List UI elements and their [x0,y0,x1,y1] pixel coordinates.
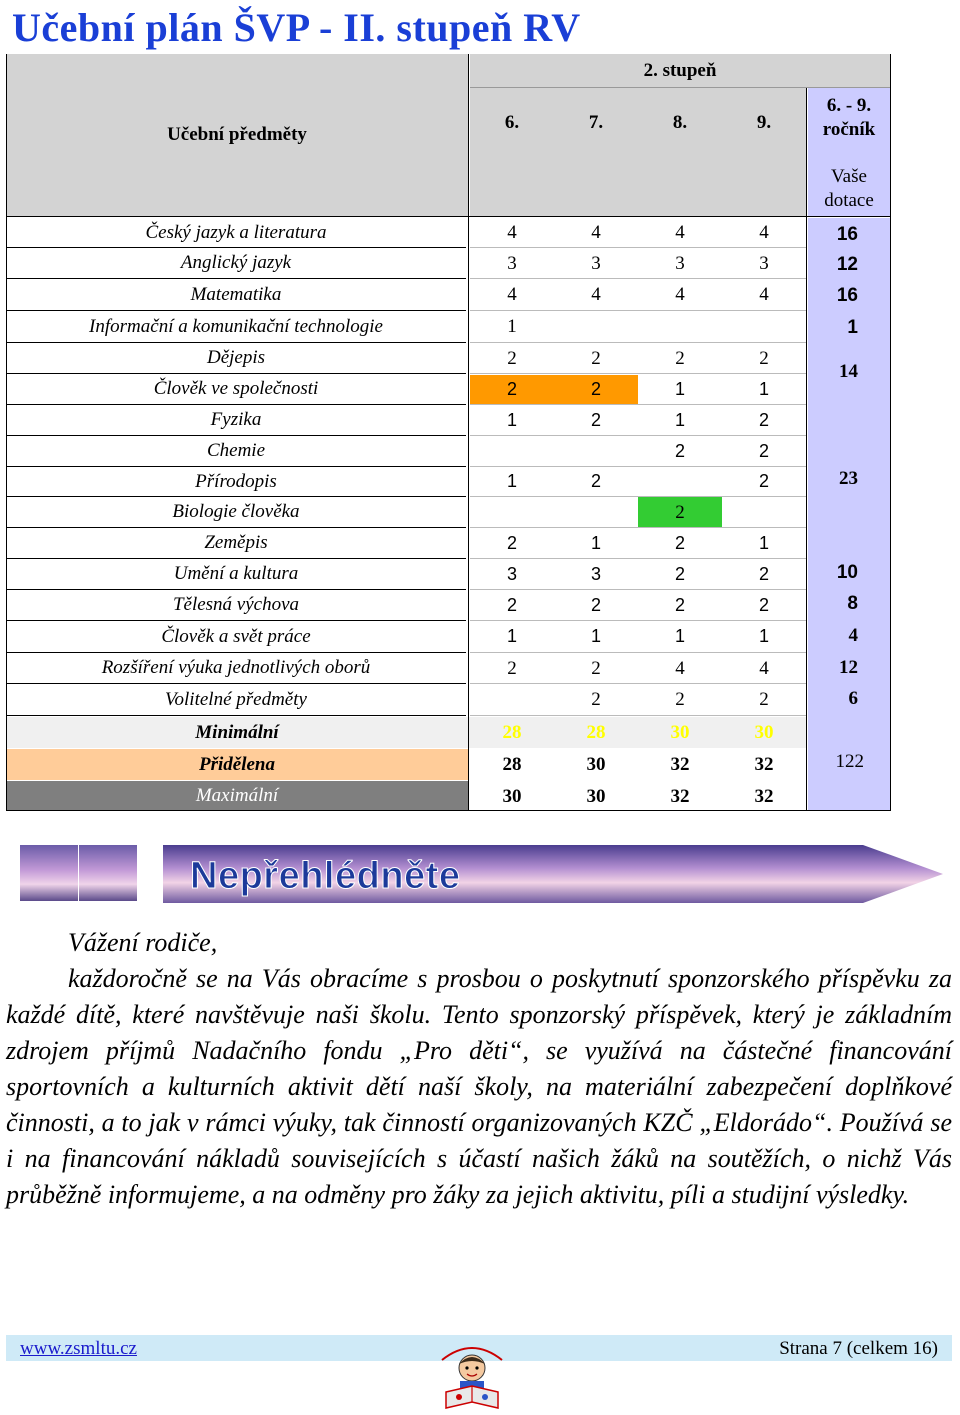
total-czech: 16 [836,224,858,245]
summary-value: 30 [502,786,522,807]
subject-name: Český jazyk a literatura [6,218,466,248]
summary-value: 28 [586,722,606,743]
grade-value: 4 [759,284,769,305]
grade-value: 4 [759,222,769,243]
dotace-line1: Vaše [831,166,867,187]
dotace-line2: dotace [824,190,874,211]
grade-value: 2 [506,533,517,553]
total-math: 16 [836,285,858,306]
subject-name: Přírodopis [6,467,466,497]
subject-name: Biologie člověka [6,497,466,528]
subject-name: Člověk a svět práce [6,621,466,653]
grid-line [470,310,806,311]
subject-name: Matematika [6,279,466,311]
total-ict: 1 [847,317,858,338]
grade-value: 4 [591,222,601,243]
grade-value: 2 [758,595,769,615]
grade-9-header: 9. [756,112,772,133]
subjects-header-label: Učební předměty [167,124,307,145]
grade-value: 3 [591,253,601,274]
total-pe: 8 [847,593,858,614]
summary-value: 32 [754,754,774,775]
grade-value: 3 [506,564,517,584]
grade-value: 1 [674,626,685,646]
summary-value: 32 [754,786,774,807]
grid-line [470,466,806,467]
summary-value: 30 [754,722,774,743]
minimal-label: Minimální [195,721,279,743]
total-elective: 6 [848,688,858,709]
total-english: 12 [836,254,858,275]
grade-value: 1 [674,410,685,430]
grade-value: 1 [758,379,769,399]
grade-value: 1 [590,626,601,646]
grade-value: 1 [506,410,517,430]
grade-8-header: 8. [672,112,688,133]
summary-value: 32 [670,754,690,775]
grade-value: 1 [758,626,769,646]
subject-name: Rozšíření výuka jednotlivých oborů [6,653,466,684]
subject-name: Volitelné předměty [6,684,466,716]
grade-value: 1 [674,379,685,399]
grid-line [470,373,806,374]
grade-value: 2 [590,379,601,399]
total-header-label [808,94,890,142]
grade-value: 1 [506,471,517,491]
subject-name: Informační a komunikační technologie [6,311,466,343]
subject-name: Dějepis [6,343,466,374]
grade-value: 3 [675,253,685,274]
grade-value: 2 [674,441,685,461]
letter-greeting: Vážení rodiče, [68,928,218,957]
grade-value: 3 [590,564,601,584]
dotace-label [808,165,890,213]
page-title: Učební plán ŠVP - II. stupeň RV [12,5,581,50]
subject-name: Anglický jazyk [6,248,466,279]
grade-value: 2 [506,595,517,615]
subject-name: Tělesná výchova [6,590,466,621]
total-work: 4 [848,625,858,646]
footer-page-number: Strana 7 (celkem 16) [779,1338,938,1359]
grid-line [470,527,806,528]
subject-name: Člověk ve společnosti [6,374,466,405]
grid-line [470,496,806,497]
grade-value: 2 [590,471,601,491]
grade-value: 2 [758,441,769,461]
grade-value: 2 [674,533,685,553]
grade-value: 3 [507,253,517,274]
total-header-line2: ročník [822,119,876,140]
summary-value: 28 [502,754,522,775]
grade-value: 1 [507,316,517,337]
total-header-line1: 6. - 9. [826,95,872,116]
banner-title: Nepřehlédněte [190,855,461,897]
grade-value: 2 [591,658,601,679]
subject-name: Chemie [6,436,466,467]
grade-value: 2 [591,689,601,710]
grade-value: 1 [758,533,769,553]
grade-value: 2 [590,410,601,430]
grid-line [470,620,806,621]
summary-value: 30 [586,754,606,775]
letter-body: každoročně se na Vás obracíme s prosbou o poskytnutí sponzorského příspěvku za každé dítě, které navštěvuje naši školu. Tento sponzorský příspěvek, který je základním zdrojem příjmů Nadačního fondu „Pro děti“, se využívá na částečné financování sportovních a kulturních aktivit dětí naší školy, na materiální zabezpečení doplňkové činnosti, a to jak v rámci výuky, tak činností organizovaných KZČ „Eldorádo“. Používá se i na financování nákladů souvisejících s účastí našich žáků na soutěžích, o nichž Vás průběžně informujeme, a na odměny pro žáky za jejich aktivitu, píli a studijní výsledky. [6,964,952,1209]
maximal-label: Maximální [195,785,279,806]
grid-line [6,216,890,217]
summary-value: 28 [502,722,522,743]
footer-link[interactable]: www.zsmltu.cz [20,1338,137,1359]
grid-line [470,278,806,279]
grade-value: 4 [675,222,685,243]
grade-value: 2 [674,595,685,615]
subject-name: Fyzika [6,405,466,436]
grade-value: 2 [506,379,517,399]
total-extended: 12 [839,657,858,678]
grade-value: 4 [759,658,769,679]
grid-line [470,247,806,248]
grid-line [890,54,891,811]
subject-name: Zeměpis [6,528,466,559]
banner-square-2 [79,845,137,901]
grid-line [468,54,469,811]
grade-value: 4 [675,658,685,679]
grade-value: 2 [759,348,769,369]
grade-value: 2 [675,689,685,710]
total-science: 23 [839,468,858,489]
grid-line [470,652,806,653]
grade-value: 2 [675,348,685,369]
grid-line [6,54,7,811]
stage-header-label: 2. stupeň [643,60,717,81]
school-logo [432,1336,512,1415]
grade-7-header: 7. [588,112,604,133]
grade-value: 3 [759,253,769,274]
letter [6,925,952,1213]
grade-value: 4 [675,284,685,305]
grade-value: 1 [590,533,601,553]
grade-value: 4 [507,222,517,243]
grid-line [470,404,806,405]
grid-line [470,87,890,88]
grid-line [470,558,806,559]
grade-value: 1 [506,626,517,646]
grade-value: 2 [758,410,769,430]
grid-line [470,342,806,343]
grid-line [470,435,806,436]
banner-square-1 [20,845,78,901]
grade-value: 2 [507,348,517,369]
grade-value: 2 [674,564,685,584]
grade-value: 2 [591,348,601,369]
grade-6-header: 6. [504,112,520,133]
summary-value: 30 [586,786,606,807]
assigned-label: Přidělena [199,753,275,775]
grade-value: 2 [758,471,769,491]
total-society: 14 [839,361,858,382]
grade-value: 2 [507,658,517,679]
grade-value: 2 [759,689,769,710]
total-summary: 122 [835,751,864,772]
total-arts: 10 [836,562,858,583]
grade-value: 2 [675,502,685,523]
grade-value: 2 [590,595,601,615]
subject-name: Umění a kultura [6,559,466,590]
grid-line [470,589,806,590]
summary-value: 32 [670,786,690,807]
grid-line [470,715,806,716]
grade-value: 2 [758,564,769,584]
grade-value: 4 [591,284,601,305]
grid-line [470,683,806,684]
grade-value: 4 [507,284,517,305]
summary-value: 30 [670,722,690,743]
